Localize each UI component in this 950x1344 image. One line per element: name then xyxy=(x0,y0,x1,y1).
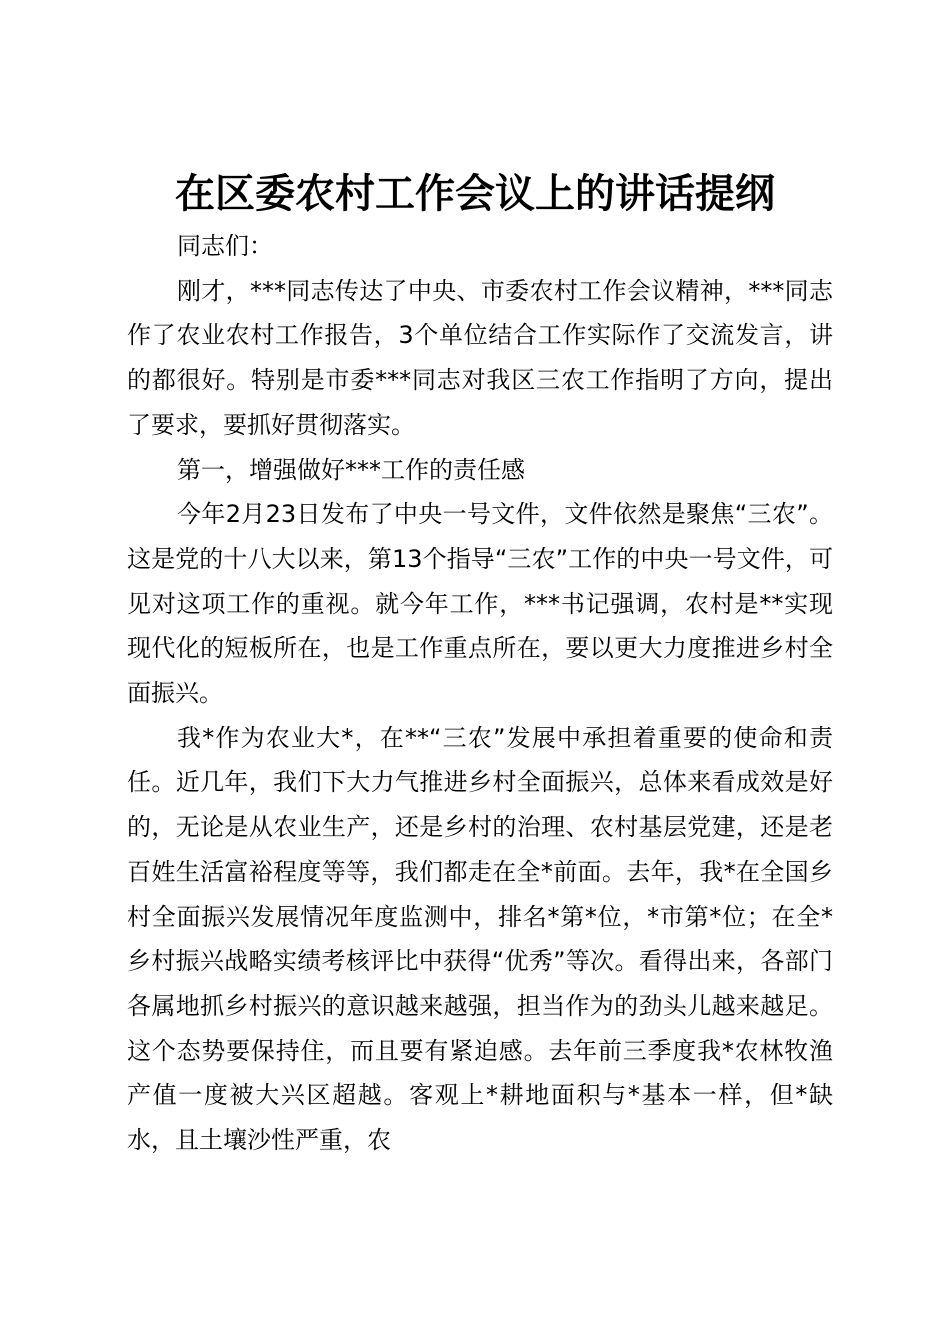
greeting: 同志们： xyxy=(177,232,273,260)
document-title: 在区委农村工作会议上的讲话提纲 xyxy=(175,171,775,217)
paragraph: 刚才，***同志传达了中央、市委农村工作会议精神，***同志作了农业农村工作报告，3个单位结合工作实际作了交流发言，讲的都很好。特别是市委***同志对我区三农工作指明了方向，提出了要求，要抓好贯彻落实。 xyxy=(127,276,833,439)
document-body xyxy=(127,224,833,1163)
section-heading: 第一，增强做好***工作的责任感 xyxy=(177,455,525,484)
paragraph: 今年2月23日发布了中央一号文件，文件依然是聚焦“三农”。这是党的十八大以来，第13个指导“三农”工作的中央一号文件，可见对这项工作的重视。就今年工作，***书记强调，农村是**实现现代化的短板所在，也是工作重点所在，要以更大力度推进乡村全面振兴。 xyxy=(127,500,833,708)
paragraph: 我*作为农业大*，在**“三农”发展中承担着重要的使命和责任。近几年，我们下大力气推进乡村全面振兴，总体来看成效是好的，无论是从农业生产，还是乡村的治理、农村基层党建，还是老百姓生活富裕程度等等，我们都走在全*前面。去年，我*在全国乡村全面振兴发展情况年度监测中，排名*第*位，*市第*位；在全*乡村振兴战略实绩考核评比中获得“优秀”等次。看得出来，各部门各属地抓乡村振兴的意识越来越强，担当作为的劲头儿越来越足。这个态势要保持住，而且要有紧迫感。去年前三季度我*农林牧渔产值一度被大兴区超越。客观上*耕地面积与*基本一样，但*缺水，且土壤沙性严重，农 xyxy=(127,723,833,1155)
